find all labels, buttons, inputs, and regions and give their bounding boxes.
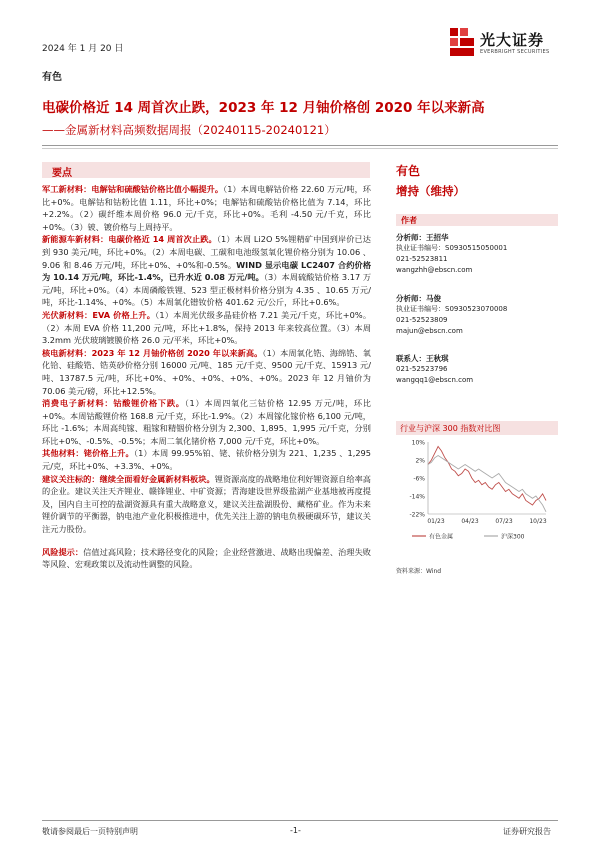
para-body: （3）本周硫酸钴价格 3.17 万元/吨，环比+0%。（4）本周磷酸铁锂、523 型正极材料价格分别为 4.35 、10.65 万元/吨，环比-1.14%、+0%。（5）本周氧化镨钕价格 401.62 元/公斤，环比+0.6%。: [42, 272, 372, 308]
x-tick-label: 04/23: [461, 518, 479, 525]
report-title: 电碳价格近 14 周首次止跌，2023 年 12 月铀价格创 2020 年以来新高: [42, 100, 485, 116]
para-body: 锂资源高度的战略地位利好锂资源自给率高的企业。建议关注天齐锂业、赣锋锂业、中矿资源；青海建设世界级盐湖产业基地被再度提及，国内自主可控的盐湖资源具有重大战略意义，建议关注盐湖股份、藏格矿业。作为未来锂价调节的平衡器，钠电池产业化积极推进中，优先关注上游的钠电负极硬碳环节，建议关注元力股份。: [42, 473, 371, 535]
brand-name: 光大证券: [480, 31, 545, 49]
brand-logo-icon: [448, 26, 478, 60]
analyst-phone: 021-52523811: [396, 255, 448, 263]
chart-source: 资料来源：Wind: [396, 568, 442, 575]
y-tick-label: -22%: [409, 511, 425, 519]
paragraph-picks: [42, 473, 371, 536]
analyst-email[interactable]: wangzhh@ebscn.com: [396, 266, 473, 274]
contact-email[interactable]: wangqq1@ebscn.com: [396, 376, 474, 384]
analyst-email[interactable]: majun@ebscn.com: [396, 327, 463, 335]
x-tick-label: 07/23: [495, 518, 513, 525]
contact: [396, 353, 558, 386]
legend-label: 沪深300: [501, 533, 525, 541]
analyst-2: [396, 293, 558, 337]
analyst-name: 分析师：王招华: [396, 233, 449, 242]
index-comparison-chart: [396, 438, 558, 564]
para-body: （1）本周光伏级多晶硅价格 7.21 美元/千克，环比+0%。（2）本周 EVA 价格 11,200 元/吨，环比+1.8%，保持 2013 年来较高位置。（3）本周 3.2mm 光伏玻璃镀膜价格 26.0 元/平米，环比+0%。: [42, 309, 372, 346]
analyst-1: [396, 232, 558, 276]
key-points-body: [42, 183, 371, 571]
para-head: 军工新材料：电解钴和硫酸钴价格比值小幅提升。: [42, 184, 224, 194]
para-bold: WIND 显示电碳 LC2407 合约价格为 10.14 万元/吨，环比-1.4%，已升水近 0.08 万元/吨。: [42, 259, 372, 283]
divider: [42, 148, 558, 149]
analyst-cert: 执业证书编号：S0930523070008: [396, 305, 508, 313]
x-tick-label: 10/23: [529, 518, 547, 525]
y-tick-label: 2%: [415, 457, 425, 465]
para-head: 新能源车新材料：电碳价格近 14 周首次止跌。: [42, 234, 217, 245]
series-line-0: [428, 447, 546, 506]
para-head: 核电新材料：2023 年 12 月铀价格创 2020 年以来新高。: [42, 347, 263, 358]
chart-title: 行业与沪深 300 指数对比图: [400, 424, 501, 433]
para-body: （1）本周 Li2O 5%锂精矿中国到岸价已达到 930 美元/吨，环比+0%。（2）本周电碳、工碳和电池级氢氧化锂价格分别为 10.06 、9.06 和 8.46 万元/吨，环比+0%、+0%和-0.5%。: [42, 234, 371, 270]
authors-label: 作者: [401, 216, 417, 225]
contact-phone: 021-52523796: [396, 365, 448, 373]
series-line-1: [428, 456, 546, 512]
footer-divider: [42, 820, 558, 821]
paragraph-nev: [42, 233, 371, 309]
para-body: （1）本周氧化锆、海绵锆、氧化铪、硅酸锆、锆英砂价格分别 16000 元/吨、185 元/千克、9500 元/千克、15913 元/吨、13787.5 元/吨，环比+0%、+0%、+0%、+0%、+0%。2023 年 12 月铀价为 70.06 美元/磅，环比+12.5%。: [42, 347, 371, 396]
paragraph-nuclear: [42, 347, 371, 397]
para-body: （1）本周四氧化三钴价格 12.95 万元/吨，环比+0%。本周钴酸锂价格 168.8 元/千克，环比-1.9%。（2）本周镓化镓价格 6,100 元/吨，环比 -1.6%；本周高纯镓、粗镓和精铟价格分别为 2,300、1,895、1,995 元/千克，分别环比+0%、-0.5%、-0.5%；本周二氧化锗价格 7,000 元/千克，环比+0%。: [42, 398, 371, 446]
para-head: 风险提示：: [42, 546, 84, 557]
para-body: （1）本周 99.95%铂、铑、铱价格分别为 221、1,235 、1,295 元/克，环比+0%、+3.3%、+0%。: [42, 448, 371, 472]
para-body: 信值过高风险；技术路径变化的风险；企业经营激进、战略出现偏差、治理失败等风险、宏观政策以及流动性调整的风险。: [42, 546, 371, 570]
page-number: -1-: [290, 826, 301, 835]
paragraph-other: [42, 447, 371, 472]
report-subtitle: ——金属新材料高频数据周报（20240115-20240121）: [42, 123, 336, 137]
para-head: 其他材料：铑价格上升。: [42, 448, 134, 459]
key-points-band: [42, 162, 370, 178]
footer-disclaimer[interactable]: 敬请参阅最后一页特别声明: [42, 827, 138, 836]
contact-name: 联系人：王秋琪: [396, 354, 449, 363]
paragraph-consumer: [42, 397, 371, 447]
brand-name-en: EVERBRIGHT SECURITIES: [480, 49, 550, 55]
para-head: 消费电子新材料：钴酸锂价格下跌。: [42, 398, 185, 409]
para-head: 建议关注标的：继续全面看好金属新材料板块。: [42, 473, 215, 484]
analyst-cert: 执业证书编号：S0930515050001: [396, 244, 508, 252]
paragraph-risk: [42, 546, 371, 571]
analyst-name: 分析师：马俊: [396, 294, 441, 303]
authors-band: [396, 214, 558, 226]
y-tick-label: 10%: [411, 439, 425, 447]
y-tick-label: -14%: [409, 493, 425, 501]
x-tick-label: 01/23: [427, 518, 445, 525]
divider: [42, 145, 558, 146]
legend-label: 有色金属: [429, 533, 454, 541]
key-points-label: 要点: [52, 168, 72, 179]
paragraph-pv: [42, 309, 371, 347]
paragraph-military: [42, 183, 371, 233]
para-head: 光伏新材料：EVA 价格上升。: [42, 309, 156, 320]
rating-value: 增持（维持）: [396, 184, 465, 198]
rating-sector: 有色: [396, 164, 421, 178]
para-body: （1）本周电解钴价格 22.60 万元/吨，环比+0%。电解钴和钴粉比值 1.11，环比+0%；电解钴和硫酸钴价格比值为 7.14，环比+2.2%。（2）碳纤维本周价格 96.0 元/千克，环比+0%。毛利 -4.50 元/千克，环比+0%。（3）铍、镀价格与上周持平。: [42, 184, 371, 232]
sector-label: 有色: [42, 72, 62, 83]
footer-report-type: 证券研究报告: [503, 827, 551, 836]
report-date: 2024 年 1 月 20 日: [42, 44, 124, 54]
analyst-phone: 021-52523809: [396, 316, 448, 324]
y-tick-label: -6%: [413, 475, 425, 483]
